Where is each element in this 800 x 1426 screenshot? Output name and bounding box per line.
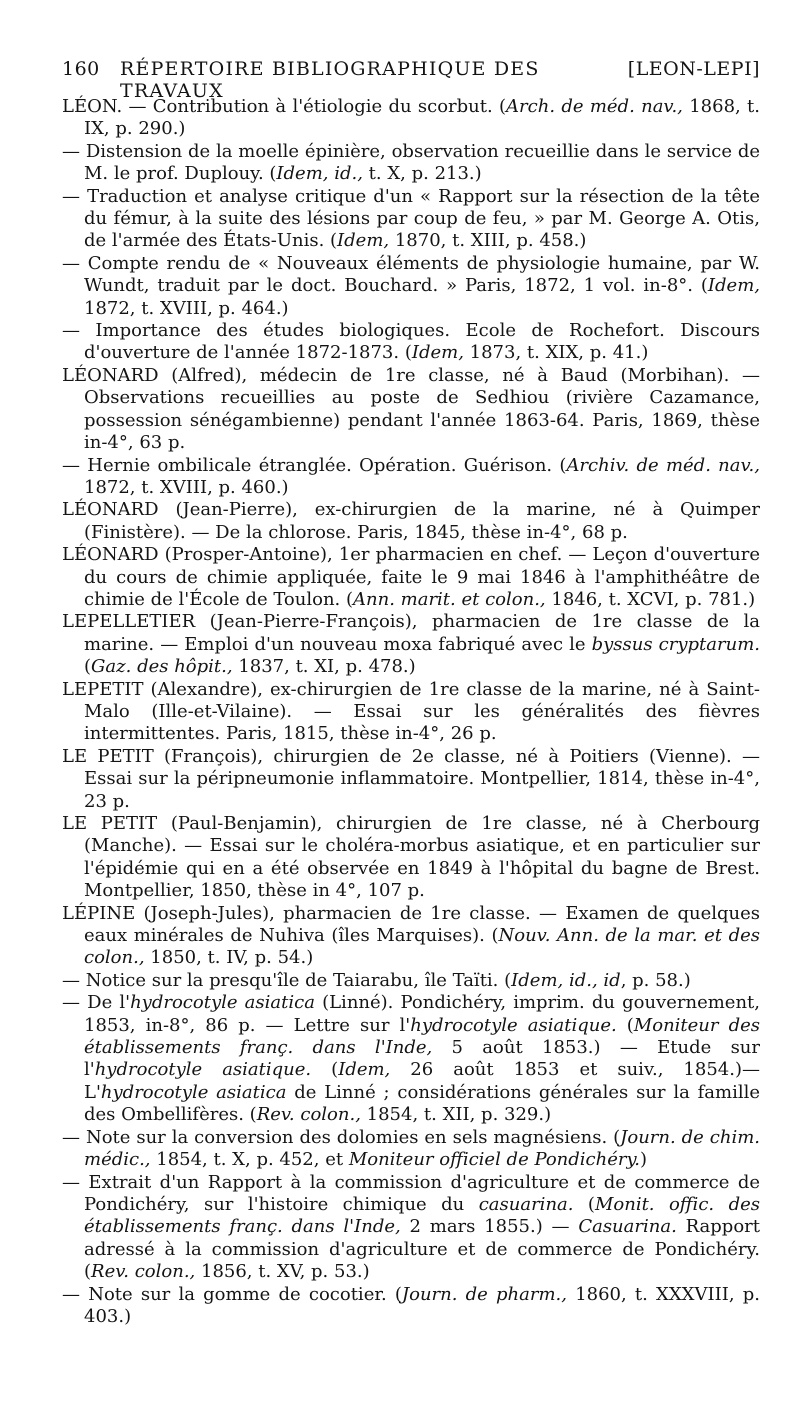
italic-citation-text: hydrocotyle asiatique. [410,1014,617,1036]
bibliography-entry [62,544,760,611]
entry-text: 1846, t. XCVI, p. 781.) [545,588,756,610]
entry-text: , p. 58.) [620,969,691,991]
italic-citation-text: Rev. colon., [91,1261,196,1283]
entry-text: ( [573,1193,595,1215]
entry-text: — Extrait d'un Rapport à la commission d'agriculture et de commerce de Pondichéry, sur l'histoire chimique du [62,1171,760,1215]
bibliography-entry [62,746,760,813]
italic-citation-text: Idem, id., [276,163,363,185]
entry-text: 1854, t. XII, p. 329.) [360,1104,552,1126]
header-range: [LEON-LEPI] [627,58,760,80]
entry-text: Rapport adressé à la commission d'agriculture et de commerce de Pondichéry. ( [84,1216,761,1283]
entry-text: LE PETIT (Paul-Benjamin), chirurgien de 1re classe, né à Cherbourg (Manche). — Essai sur le choléra-morbus asiatique, et en particulier sur l'épidémie qui en a été observée en 1849 à l'hôpital du bagne de Brest. Montpellier, 1850, thèse in 4°, 107 p. [62,813,760,902]
entry-text: 1872, t. XVIII, p. 460.) [84,476,289,498]
italic-citation-text: casuarina. [478,1193,574,1215]
italic-citation-text: Moniteur officiel de Pondichéry. [348,1149,640,1171]
entry-text: — Note sur la conversion des dolomies en sels magnésiens. ( [62,1126,621,1148]
bibliography-entry [62,992,760,1126]
entry-text: 1868, t. IX, p. 290.) [84,96,760,140]
entry-text: 1873, t. XIX, p. 41.) [463,342,649,364]
entry-text: 5 août 1853.) — Etude sur l' [84,1037,761,1081]
bibliography-entry [62,186,760,253]
entry-text: LÉONARD (Alfred), médecin de 1re classe, né à Baud (Morbihan). — Observations recueillies au poste de Sedhiou (rivière Cazamance, possession sénégambienne) pendant l'année 1863-64. Paris, 1869, thèse in-4°, 63 p. [62,364,760,454]
italic-citation-text: Journ. de chim. médic., [84,1126,760,1171]
bibliography-entries [62,96,760,1328]
entry-text: 2 mars 1855.) — [400,1216,579,1238]
entry-text: — Note sur la gomme de cocotier. ( [62,1283,402,1305]
header-title: RÉPERTOIRE BIBLIOGRAPHIQUE DES TRAVAUX [120,58,540,102]
entry-text: LÉONARD (Jean-Pierre), ex-chirurgien de la marine, né à Quimper (Finistère). — De la chlorose. Paris, 1845, thèse in-4°, 68 p. [62,499,760,543]
italic-citation-text: byssus cryptarum. [591,633,761,655]
entry-text: 1837, t. XI, p. 478.) [232,656,416,678]
entry-text: ( [84,656,92,678]
entry-text: t. X, p. 213.) [362,163,482,185]
bibliography-entry [62,499,760,544]
bibliography-entry [62,679,760,746]
entry-text: ) [639,1149,647,1171]
bibliography-entry [62,611,760,678]
italic-citation-text: Idem, [338,1059,391,1081]
bibliography-entry [62,141,760,186]
entry-text: — Traduction et analyse critique d'un « Rapport sur la résection de la tête du fémur, à la suite des lésions par coup de feu, » par M. George A. Otis, de l'armée des États-Unis. ( [62,185,760,252]
entry-text: 1872, t. XVIII, p. 464.) [84,297,289,319]
italic-citation-text: Rev. colon., [256,1104,361,1126]
entry-text: 1860, t. XXXVIII, p. 403.) [84,1283,760,1327]
bibliography-entry [62,1284,760,1329]
entry-text: 1850, t. IV, p. 54.) [144,947,314,969]
italic-citation-text: Idem, id., id [511,969,621,991]
italic-citation-text: Journ. de pharm., [401,1283,567,1305]
italic-citation-text: hydrocotyle asiatica [100,1081,287,1103]
entry-text: — Compte rendu de « Nouveaux éléments de physiologie humaine, par W. Wundt, traduit par le doct. Bouchard. » Paris, 1872, 1 vol. in-8°. ( [62,252,760,297]
bibliography-entry [62,813,760,903]
bibliography-entry [62,320,760,365]
entry-text: 1856, t. XV, p. 53.) [195,1261,370,1283]
italic-citation-text: Archiv. de méd. nav., [566,454,760,476]
italic-citation-text: Monit. offic. des établissements franç. dans l'Inde, [84,1193,760,1238]
italic-citation-text: Ann. marit. et colon., [353,588,546,610]
italic-citation-text: Arch. de méd. nav., [506,96,683,117]
entry-text: LÉPINE (Joseph-Jules), pharmacien de 1re classe. — Examen de quelques eaux minérales de Nuhiva (îles Marquises). ( [62,902,760,947]
page-number: 160 [62,58,100,80]
bibliography-entry [62,903,760,970]
italic-citation-text: Idem, [337,230,390,252]
bibliography-entry [62,1127,760,1172]
italic-citation-text: Idem, [707,275,760,297]
entry-text: — Distension de la moelle épinière, observation recueillie dans le service de M. le prof. Duplouy. ( [62,140,760,185]
entry-text: 1870, t. XIII, p. 458.) [389,230,587,252]
italic-citation-text: hydrocotyle asiatica [130,992,315,1014]
italic-citation-text: Gaz. des hôpit., [91,656,233,678]
italic-citation-text: Moniteur des établissements franç. dans l'Inde, [84,1014,760,1059]
entry-text: ( [311,1059,339,1081]
italic-citation-text: Idem, [411,342,464,364]
bibliography-entry [62,365,760,455]
entry-text: LEPELLETIER (Jean-Pierre-François), pharmacien de 1re classe de la marine. — Emploi d'un nouveau moxa fabriqué avec le [62,611,760,655]
bibliography-entry [62,253,760,320]
entry-text: de Linné ; considérations générales sur la famille des Ombellifères. ( [84,1081,760,1126]
entry-text: LÉONARD (Prosper-Antoine), 1er pharmacien en chef. — Leçon d'ouverture du cours de chimie appliquée, faite le 9 mai 1846 à l'amphithéâtre de chimie de l'École de Toulon. ( [62,544,760,610]
bibliography-entry [62,970,760,992]
entry-text: LE PETIT (François), chirurgien de 2e classe, né à Poitiers (Vienne). — Essai sur la péripneumonie inflammatoire. Montpellier, 1814, thèse in-4°, 23 p. [62,745,760,812]
entry-text: LEPETIT (Alexandre), ex-chirurgien de 1re classe de la marine, né à Saint-Malo (Ille-et-Vilaine). — Essai sur les généralités des fièvres intermittentes. Paris, 1815, thèse in-4°, 26 p. [62,678,760,745]
italic-citation-text: Nouv. Ann. de la mar. et des colon., [84,925,760,969]
entry-text: LÉON. — Contribution à l'étiologie du scorbut. ( [62,96,507,117]
italic-citation-text: Casuarina. [578,1216,677,1238]
entry-text: — Notice sur la presqu'île de Taiarabu, île Taïti. ( [62,969,512,991]
entry-text: 26 août 1853 et suiv., 1854.)— L' [84,1059,760,1103]
bibliography-entry [62,455,760,500]
entry-text: — Importance des études biologiques. Ecole de Rochefort. Discours d'ouverture de l'année 1872-1873. ( [62,320,760,364]
entry-text: ( [616,1014,634,1036]
entry-text: — De l' [62,992,131,1014]
bibliography-entry [62,96,760,141]
entry-text: 1854, t. X, p. 452, et [150,1149,349,1171]
italic-citation-text: hydrocotyle asiatique. [94,1059,312,1081]
entry-text: (Linné). Pondichéry, imprim. du gouvernement, 1853, in-8°, 86 p. — Lettre sur l' [84,992,760,1036]
entry-text: — Hernie ombilicale étranglée. Opération. Guérison. ( [62,454,567,476]
bibliography-entry [62,1172,760,1284]
